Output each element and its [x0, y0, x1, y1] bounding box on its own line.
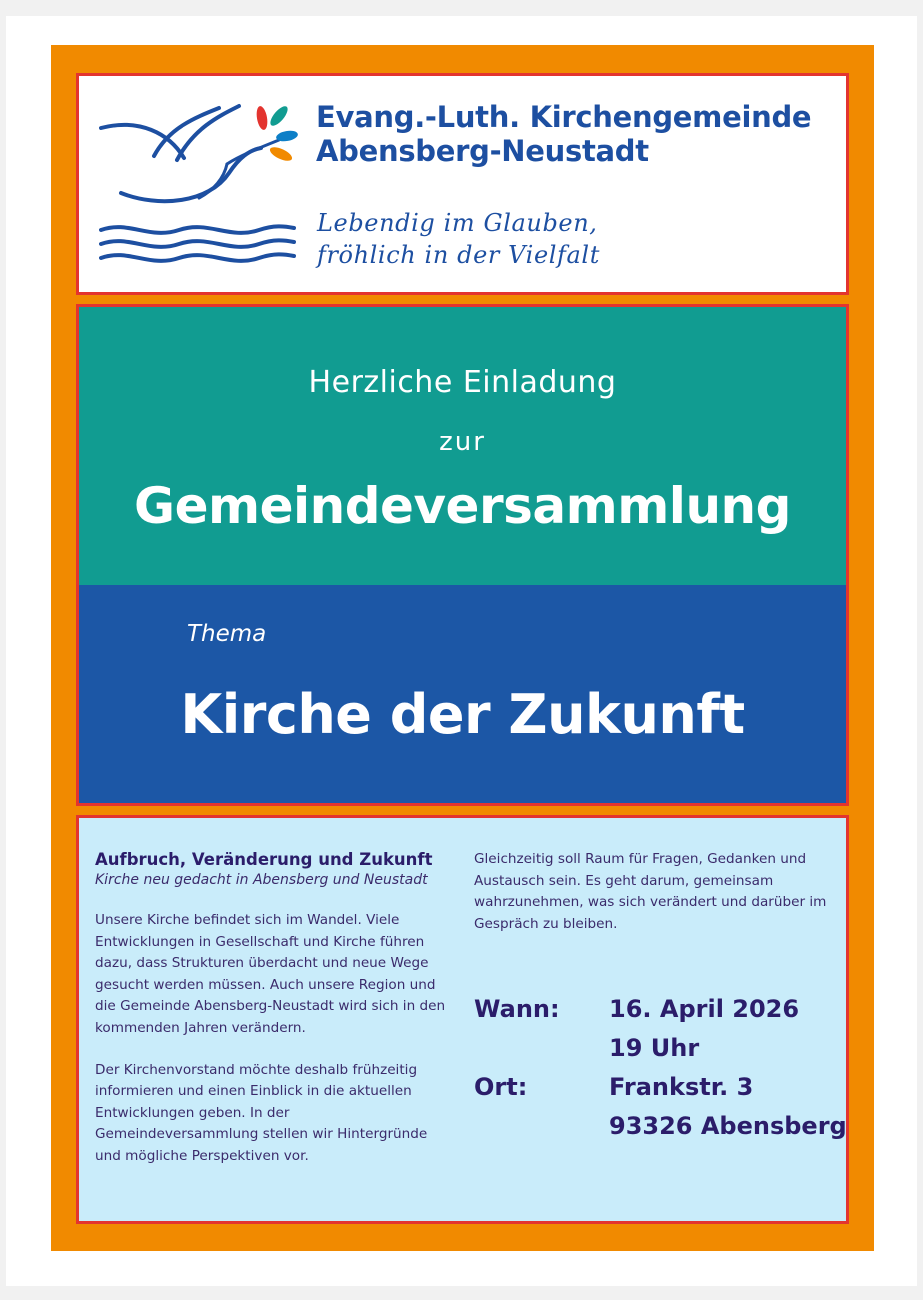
- event-city: 93326 Abensberg: [609, 1112, 847, 1140]
- info-left-column: [95, 849, 455, 1168]
- org-name-line2: Abensberg-Neustadt: [316, 134, 649, 168]
- motto-line1: Lebendig im Glauben,: [317, 209, 598, 237]
- city-row: [474, 1107, 847, 1146]
- topic-panel: [79, 585, 846, 803]
- where-label: Ort:: [474, 1073, 528, 1101]
- topic-label: Thema: [187, 621, 267, 647]
- event-details: [474, 990, 847, 1146]
- invitation-connector: zur: [439, 427, 486, 457]
- where-row: [474, 1068, 844, 1107]
- info-paragraph-1: Unsere Kirche befindet sich im Wandel. Viele Entwicklungen in Gesellschaft und Kirche führen dazu, dass Strukturen überdacht und neue Wege gesucht werden müssen. Auch unsere Region und die Gemeinde Abensberg-Neustadt wird sich in den kommenden Jahren verändern.: [95, 912, 446, 1036]
- info-paragraph-2: Der Kirchenvorstand möchte deshalb frühzeitig informieren und einen Einblick in die aktuellen Entwicklungen geben. In der Gemeindeversammlung stellen wir Hintergründe und mögliche Perspektiven vor.: [95, 1061, 428, 1164]
- org-name-line1: Evang.-Luth. Kirchengemeinde: [316, 100, 812, 134]
- info-heading: Aufbruch, Veränderung und Zukunft: [95, 850, 433, 869]
- topic-title: Kirche der Zukunft: [180, 683, 745, 746]
- info-subheading: Kirche neu gedacht in Abensberg und Neustadt: [95, 872, 428, 888]
- invitation-line: Herzliche Einladung: [308, 365, 617, 400]
- event-title: Gemeindeversammlung: [134, 477, 791, 535]
- info-right-column: [474, 849, 834, 935]
- when-label: Wann:: [474, 995, 560, 1023]
- motto-line2: fröhlich in der Vielfalt: [317, 241, 600, 269]
- event-date: 16. April 2026: [609, 995, 800, 1023]
- time-row: [474, 1029, 844, 1068]
- when-row: [474, 990, 844, 1029]
- event-time: 19 Uhr: [609, 1034, 700, 1062]
- dove-logo-icon: [99, 98, 299, 273]
- info-box: [76, 815, 849, 1224]
- invitation-box: [76, 304, 849, 806]
- header-box: [76, 73, 849, 295]
- motto: [317, 207, 837, 271]
- info-paragraph-3: Gleichzeitig soll Raum für Fragen, Gedanken und Austausch sein. Es geht darum, gemeinsam wahrzunehmen, was sich verändert und darüber im Gespräch zu bleiben.: [474, 851, 827, 932]
- event-street: Frankstr. 3: [609, 1073, 754, 1101]
- org-name: [316, 100, 846, 168]
